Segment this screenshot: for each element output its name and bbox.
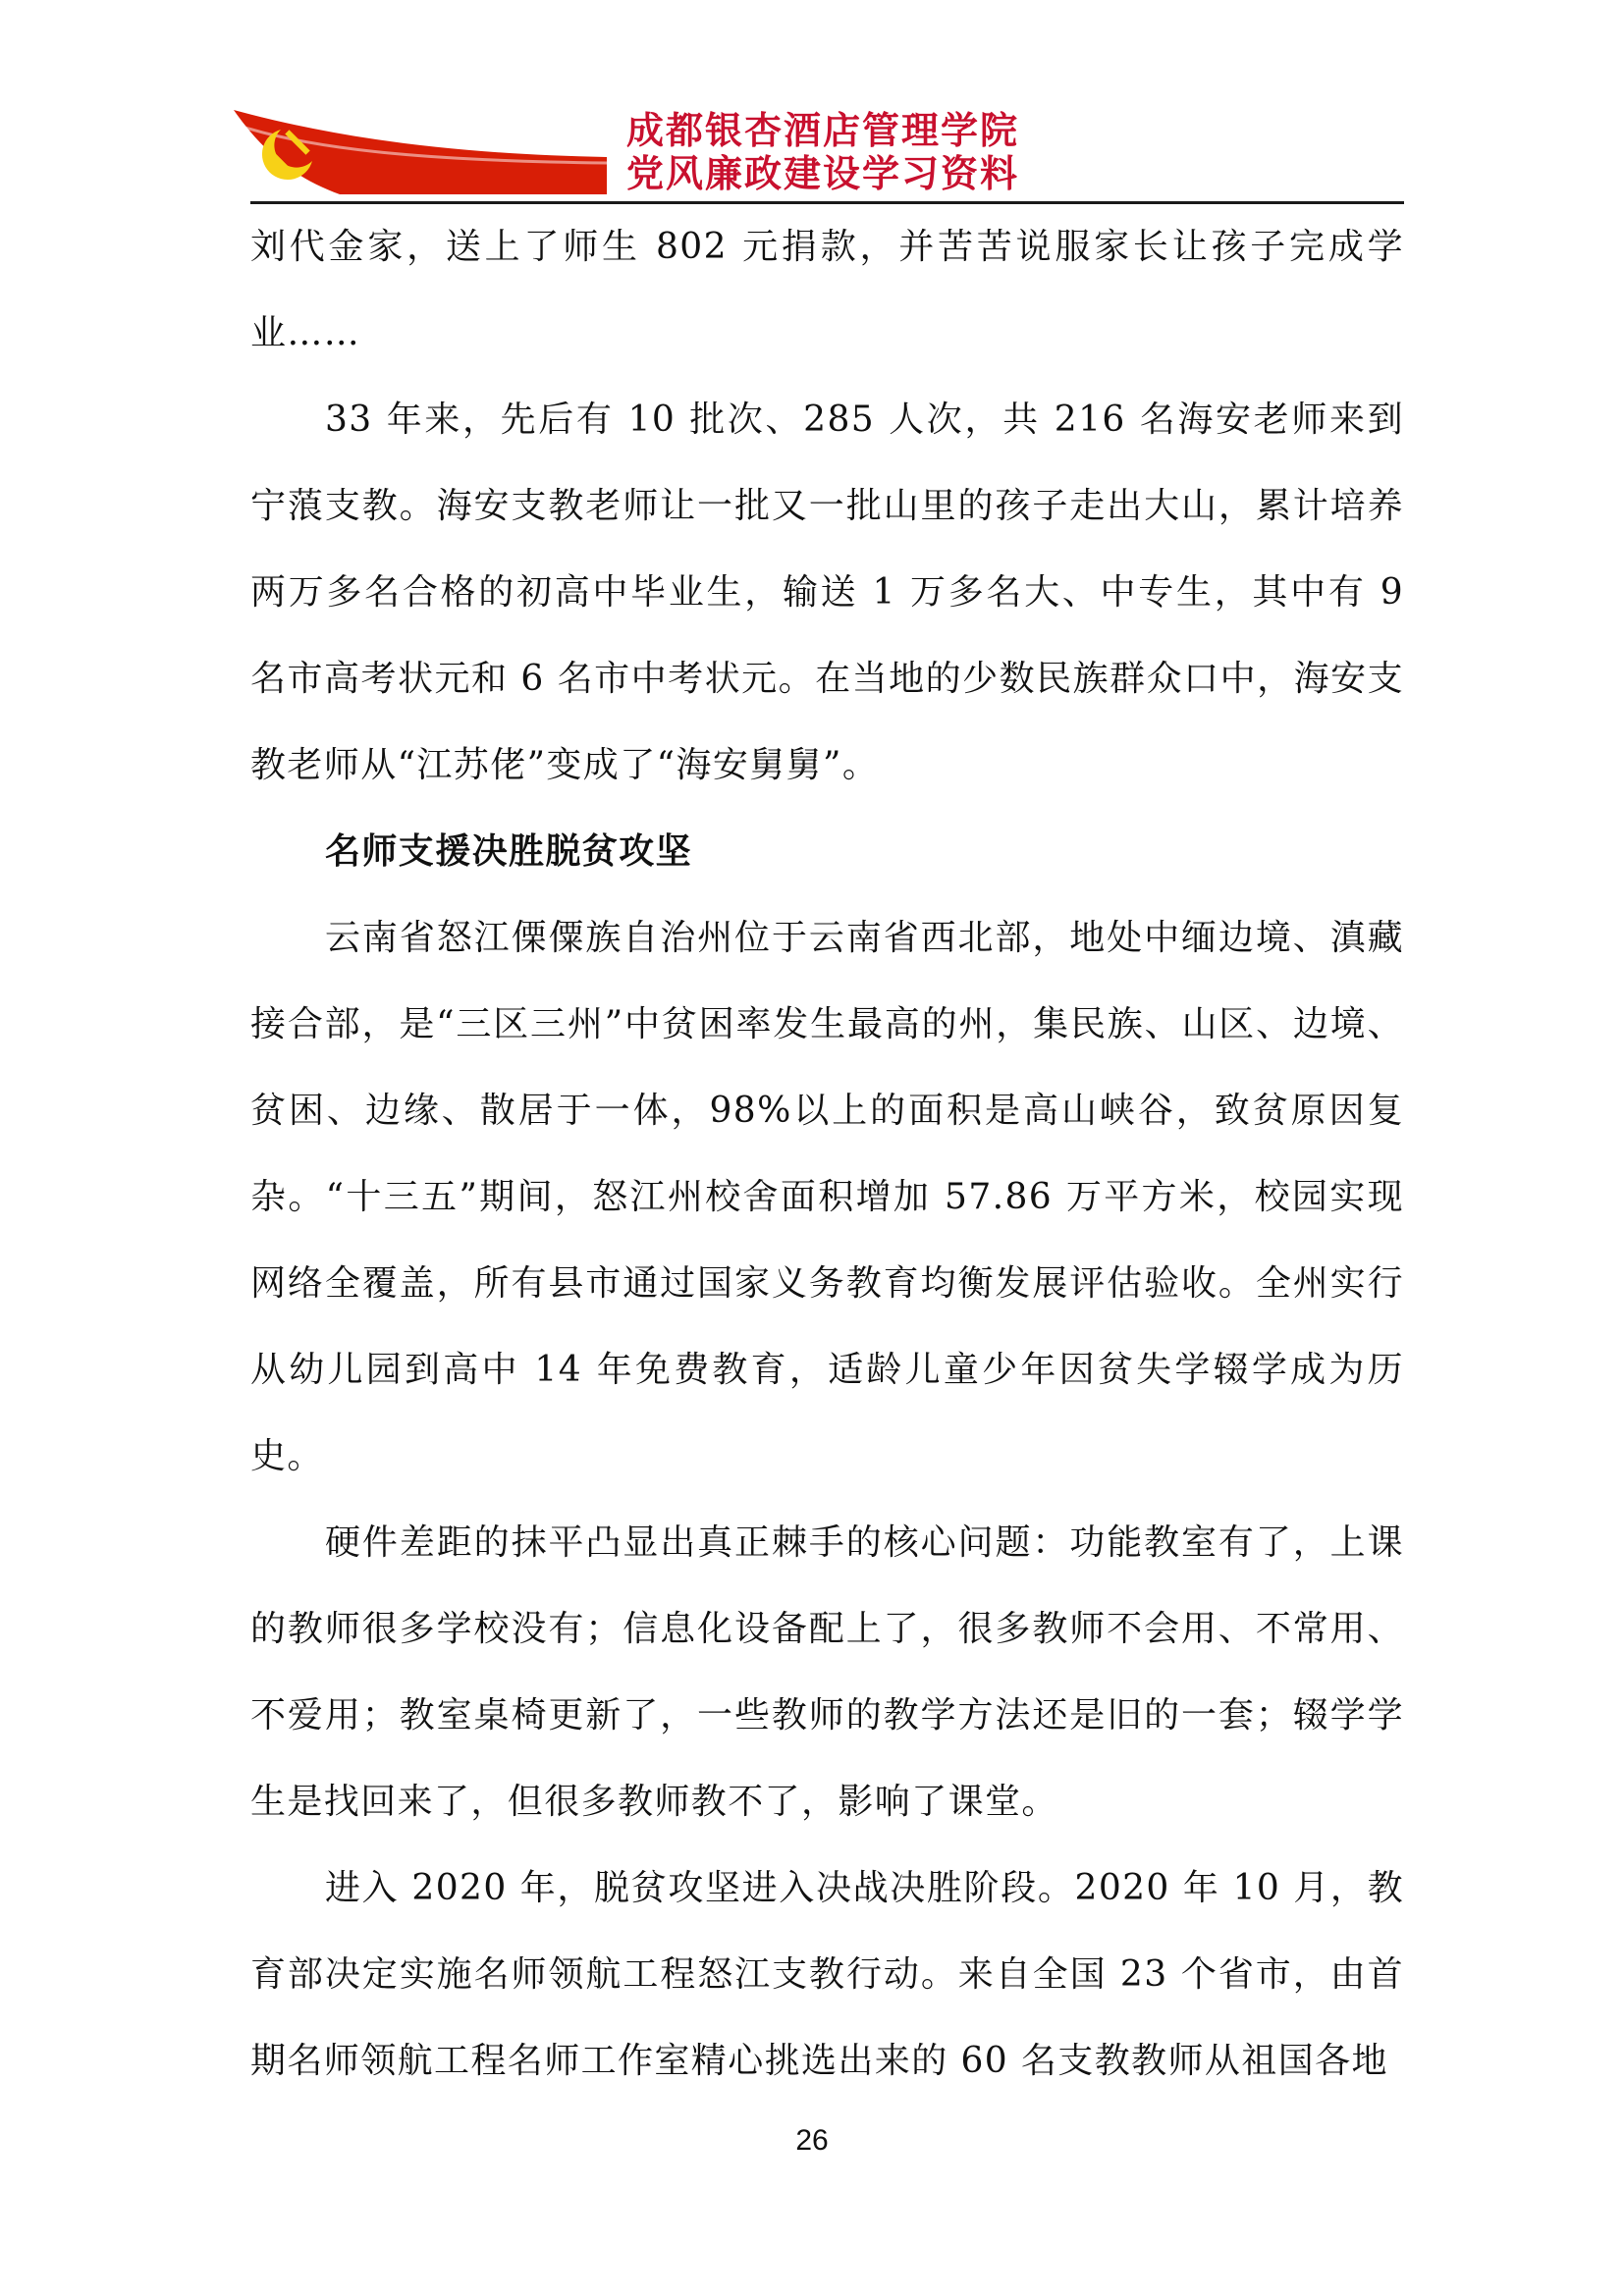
body-paragraph-1: 刘代金家，送上了师生 802 元捐款，并苦苦说服家长让孩子完成学业…… — [250, 227, 1404, 353]
body-paragraph-5: 进入 2020 年，脱贫攻坚进入决战决胜阶段。2020 年 10 月，教育部决定实施名师领航工程怒江支教行动。来自全国 23 个省市，由首期名师领航工程名师工作室精心挑选出来的 60 名支教教师从祖国各地 — [250, 1868, 1404, 2081]
section-heading: 名师支援决胜脱贫攻坚 — [325, 831, 693, 872]
header-title-line2: 党风廉政建设学习资料 — [626, 152, 1020, 195]
header-title-line1: 成都银杏酒店管理学院 — [626, 109, 1020, 152]
party-emblem-logo — [224, 100, 617, 198]
body-paragraph-2: 33 年来，先后有 10 批次、285 人次，共 216 名海安老师来到宁蒗支教。海安支教老师让一批又一批山里的孩子走出大山，累计培养两万多名合格的初高中毕业生，输送 1 万多名大、中专生，其中有 9 名市高考状元和 6 名市中考状元。在当地的少数民族群众口中，海安支教老师从“江苏佬”变成了“海安舅舅”。 — [250, 400, 1404, 785]
body-paragraph-3: 云南省怒江傈僳族自治州位于云南省西北部，地处中缅边境、滇藏接合部，是“三区三州”中贫困率发生最高的州，集民族、山区、边境、贫困、边缘、散居于一体，98%以上的面积是高山峡谷，致贫原因复杂。“十三五”期间，怒江州校舍面积增加 57.86 万平方米，校园实现网络全覆盖，所有县市通过国家义务教育均衡发展评估验收。全州实行从幼儿园到高中 14 年免费教育，适龄儿童少年因贫失学辍学成为历史。 — [250, 918, 1404, 1476]
page-number: 26 — [795, 2124, 829, 2157]
red-flag-swoosh — [234, 110, 607, 194]
body-paragraph-4: 硬件差距的抹平凸显出真正棘手的核心问题：功能教室有了，上课的教师很多学校没有；信息化设备配上了，很多教师不会用、不常用、不爱用；教室桌椅更新了，一些教师的教学方法还是旧的一套；辍学学生是找回来了，但很多教师教不了，影响了课堂。 — [250, 1522, 1404, 1822]
